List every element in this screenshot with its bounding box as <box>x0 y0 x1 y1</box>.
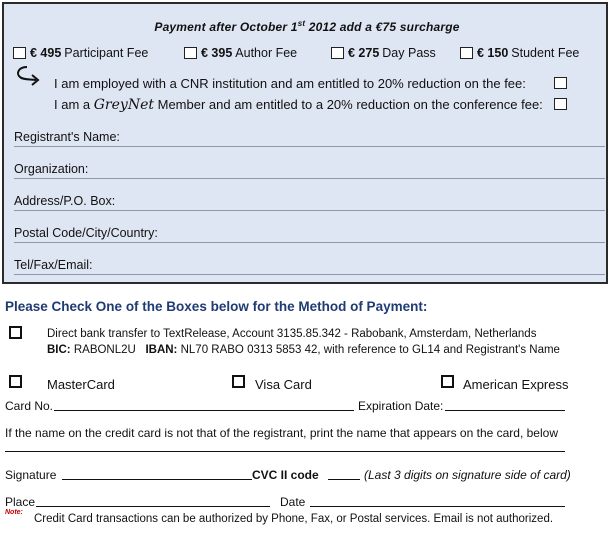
bank-details <box>47 344 560 356</box>
fee-option-student[interactable] <box>460 46 579 60</box>
greynet-reduction-checkbox[interactable] <box>554 98 567 110</box>
mastercard-checkbox[interactable] <box>9 375 22 388</box>
cvc-field[interactable] <box>328 479 360 480</box>
authorization-note: Credit Card transactions can be authorized by Phone, Fax, or Postal services. Email is not authorized. <box>34 513 554 525</box>
student-fee-checkbox[interactable] <box>460 47 473 59</box>
surcharge-notice <box>4 19 610 34</box>
field-label: Postal Code/City/Country: <box>14 226 158 240</box>
greynet-reduction-text <box>54 97 543 113</box>
participant-fee-checkbox[interactable] <box>13 47 26 59</box>
cardholder-name-field[interactable] <box>5 451 565 452</box>
field-label: Registrant's Name: <box>14 130 120 144</box>
card-number-label: Card No. <box>5 399 54 413</box>
bic-label: BIC: <box>47 344 71 356</box>
note-label: Note: <box>5 509 23 516</box>
cnr-reduction-checkbox[interactable] <box>554 77 567 89</box>
card-number-field[interactable] <box>54 410 354 411</box>
iban-label: IBAN: <box>145 344 178 356</box>
fee-amount: € 150 <box>477 46 509 60</box>
signature-label: Signature <box>5 468 57 482</box>
visa-checkbox[interactable] <box>232 375 245 388</box>
fee-option-author[interactable] <box>184 46 297 60</box>
field-label: Address/P.O. Box: <box>14 194 116 208</box>
field-label: Organization: <box>14 162 89 176</box>
american-express-label: American Express <box>463 377 569 392</box>
cvc-label: CVC II code <box>252 468 319 482</box>
author-fee-checkbox[interactable] <box>184 47 197 59</box>
registration-panel <box>2 2 608 284</box>
date-label: Date <box>280 495 306 509</box>
surcharge-suffix: 2012 add a €75 surcharge <box>305 20 460 34</box>
day-pass-checkbox[interactable] <box>331 47 344 59</box>
iban-value: NL70 RABO 0313 5853 42, with reference to GL14 and Registrant's Name <box>180 344 560 356</box>
surcharge-prefix: Payment after October 1 <box>154 20 298 34</box>
bank-transfer-checkbox[interactable] <box>9 326 22 339</box>
american-express-checkbox[interactable] <box>441 375 454 388</box>
greynet-suffix: Member and am entitled to a 20% reduction on the conference fee: <box>157 97 543 112</box>
place-field[interactable] <box>36 506 270 507</box>
surcharge-sup: st <box>297 19 306 28</box>
organization-field[interactable] <box>14 159 605 179</box>
registrant-name-field[interactable] <box>14 127 605 147</box>
expiration-label: Expiration Date: <box>358 399 444 413</box>
date-field[interactable] <box>310 506 565 507</box>
fee-amount: € 495 <box>30 46 62 60</box>
fee-label: Author Fee <box>235 46 298 60</box>
greynet-prefix: I am a <box>54 97 91 112</box>
bic-value: RABONL2U <box>73 344 136 356</box>
postal-city-country-field[interactable] <box>14 223 605 243</box>
fee-option-participant[interactable] <box>13 46 148 60</box>
curved-arrow-icon <box>14 64 44 90</box>
tel-fax-email-field[interactable] <box>14 255 605 275</box>
bank-transfer-text: Direct bank transfer to TextRelease, Account 3135.85.342 - Rabobank, Amsterdam, Netherlands <box>47 328 537 340</box>
fee-amount: € 395 <box>201 46 233 60</box>
payment-method-heading: Please Check One of the Boxes below for the Method of Payment: <box>5 299 428 314</box>
mastercard-label: MasterCard <box>47 377 115 392</box>
address-field[interactable] <box>14 191 605 211</box>
expiration-field[interactable] <box>445 410 565 411</box>
field-label: Tel/Fax/Email: <box>14 258 93 272</box>
signature-field[interactable] <box>62 479 252 480</box>
fee-label: Participant Fee <box>64 46 149 60</box>
cvc-hint: (Last 3 digits on signature side of card) <box>364 468 571 482</box>
fee-label: Day Pass <box>382 46 436 60</box>
fee-option-day-pass[interactable] <box>331 46 436 60</box>
visa-label: Visa Card <box>255 377 312 392</box>
fee-amount: € 275 <box>348 46 380 60</box>
cardholder-instruction: If the name on the credit card is not that of the registrant, print the name that appears on the card, below <box>5 426 558 440</box>
place-label: Place <box>5 495 36 509</box>
cnr-reduction-text: I am employed with a CNR institution and am entitled to 20% reduction on the fee: <box>54 76 526 91</box>
greynet-logo: GreyNet <box>93 97 154 113</box>
fee-label: Student Fee <box>511 46 580 60</box>
